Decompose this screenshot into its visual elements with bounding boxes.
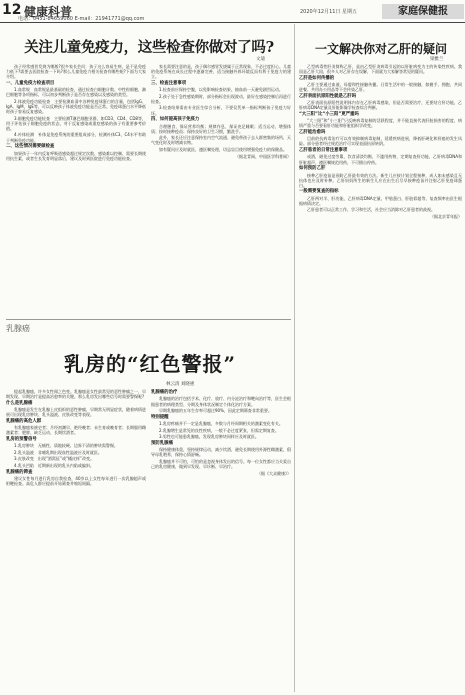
body-paragraph: 乙肝表面抗原阳性说明体内存在乙肝病毒感染，但是否需要治疗，还要结合肝功能、乙肝病毒DNA定量及肝脏影像学检查综合判断。 (299, 100, 462, 111)
editor-contact: 电话：0451-84659060 E-mail：21941771@qq.com (18, 16, 145, 22)
body-paragraph: 乳腺癌是发生在乳腺上皮组织的恶性肿瘤，早期常无明显症状，随着病情进展可出现乳房肿块、乳头溢液、皮肤改变等表现。 (6, 407, 146, 418)
subheading: 乳房的预警信号 (6, 436, 37, 442)
body-paragraph: 如果孩子一年内反复呼吸道感染超过规定次数、感染难以控制、需要长期使用抗生素，或者生长发育明显落后，建议及时到医院进行免疫功能检查。 (6, 150, 146, 161)
section-badge (382, 4, 464, 19)
body-paragraph: 有乳腺癌家族史者；月经初潮早、绝经晚者；未生育或晚育者；长期服用雌激素者；肥胖、缺乏运动、长期饮酒者。 (6, 425, 146, 436)
body-paragraph: 3.检查结果需由专业医生综合分析，不要仅凭单一指标判断孩子免疫力好坏。 (151, 105, 291, 116)
body-paragraph: 1.乳房肿块 无痛性、质地较硬、边界不清的肿块需警惕。 (14, 443, 118, 449)
article2-column-2 (151, 389, 291, 689)
section-name: 健康科普 (24, 5, 73, 19)
body-paragraph: 保持健康体重，坚持规律运动，减少饮酒，避免长期使用外源性雌激素，倡导母乳喂养，保持心情舒畅。 (151, 447, 291, 458)
body-paragraph: 3.皮肤改变 出现“酒窝征”或“橘皮样”改变。 (14, 456, 95, 462)
article1-byline: 文迪 (256, 57, 265, 62)
body-paragraph: 乙肝两对半、肝功能、乙肝病毒DNA定量、甲胎蛋白、肝脏彩超等，复查频率由医生根据病情决定。 (299, 195, 462, 206)
subheading: 一般需要复查的指标 (299, 189, 339, 195)
body-paragraph: 目前的抗病毒治疗可以有效抑制病毒复制，延缓疾病进展，降低肝硬化和肝癌的发生风险。部分患者经过规范治疗可实现表面抗原转阴。 (299, 136, 462, 147)
body-paragraph: 2.体液免疫功能检查 主要检测血清中各种免疫球蛋白的含量，包括IgG、IgA、IgM、IgE等，可以反映孩子体液免疫功能是否正常。免疫球蛋白水平降低时孩子容易反复感染。 (6, 98, 146, 115)
article1-column-2 (151, 64, 291, 314)
body-paragraph: 2.乳腺增生是常见的良性疾病，一般不必过度紧张，但需定期复查。 (159, 427, 279, 433)
article2-byline: 林云清 刘晓惠 (166, 382, 195, 387)
body-paragraph: 乙肝主要通过血液、母婴和性接触传播。日常生活中的一般接触，如握手、拥抱、共同进餐、共用办公用品等不会传染乙肝。 (299, 82, 462, 93)
subheading: 乙肝患者的日常注意事项 (299, 148, 348, 154)
subheading: 二、这些情况需要做检查 (6, 144, 55, 150)
subheading: 乙肝表面抗原阳性就是乙肝吗 (299, 93, 357, 99)
body-paragraph: 如有疑问应及时就医，遵医嘱处理，切忌盲目使用增强免疫力的保健品。 (159, 146, 287, 152)
body-paragraph: 戒酒，避免过度劳累，饮食清淡均衡，不滥用药物，定期复查肝功能、乙肝病毒DNA和肝脏超声，遵医嘱规范用药，不可擅自停药。 (299, 154, 462, 165)
body-paragraph: 1.乳房疼痛并不一定是乳腺癌，多数与月经周期相关的激素变化有关。 (159, 421, 283, 427)
body-paragraph: 合理膳食，保证营养均衡；规律作息，保证充足睡眠；适当运动，增强体质；按时接种疫苗；保持良好的卫生习惯，勤洗手。 (151, 123, 291, 134)
body-paragraph: 4.乳头凹陷 近期新出现的乳头内陷或偏斜。 (14, 463, 94, 469)
body-paragraph: 接种乙肝疫苗是预防乙肝最有效的方法。新生儿应按计划全程接种，成人如未感染且无抗体也应及时补种。乙肝妈妈所生的新生儿应在出生后尽早接种疫苗并注射乙肝免疫球蛋白。 (299, 172, 462, 188)
body-paragraph: 提起乳腺癌，许多女性闻之色变。乳腺癌是女性最常见的恶性肿瘤之一，早期发现、早期治疗是提高治愈率的关键。那么乳房发出哪些信号时需要警惕呢? (6, 389, 146, 400)
subheading: 乳腺癌的筛查 (6, 469, 33, 475)
source-credit: （据《大众健康》） (257, 470, 291, 476)
subheading: 一、儿童免疫力检查项目 (6, 80, 55, 86)
article3-byline: 梁雅兰 (430, 57, 444, 62)
subheading: 乙肝能治愈吗 (299, 129, 326, 135)
body-paragraph: 3.男性也可能患乳腺癌，发现乳房肿块同样应及时就医。 (159, 434, 259, 440)
body-paragraph: 乳腺癌的治疗包括手术、化疗、放疗、内分泌治疗和靶向治疗等，医生会根据患者的病理类型、分期及身体状况制定个体化治疗方案。 (151, 396, 291, 407)
column-divider (294, 24, 295, 692)
body-paragraph: 乳腺癌并不可怕，可怕的是忽视身体发出的信号。每一位女性都应当关爱自己的乳房健康，做到早发现、早诊断、早治疗。 (151, 458, 291, 470)
article-separator (6, 319, 291, 320)
body-paragraph: 早期乳腺癌的五年生存率可超过90%，因此定期筛查非常重要。 (159, 408, 272, 414)
article1-column-1 (6, 64, 146, 314)
subheading: 乳腺癌的治疗 (151, 390, 178, 395)
subheading: “大三阳”比“小三阳”更严重吗 (299, 111, 359, 117)
body-paragraph: 孩子经常感冒发烧为哪般?很多家长会问：孩子这么容易生病，是不是免疫力低下?需要去医院检查一下吗?那么儿童免疫力相关检查有哪些呢?下面为大家介绍。 (6, 64, 146, 80)
subheading: 乙肝是如何传播的 (299, 75, 335, 81)
subheading: 特别提醒 (151, 414, 169, 420)
subheading: 什么是乳腺癌 (6, 400, 33, 406)
article2-column-1 (6, 389, 146, 689)
source-credit: （据北京青年报） (430, 214, 462, 220)
subheading: 四、如何提高孩子免疫力 (151, 117, 200, 123)
body-paragraph: 建议女性每月进行乳房自我检查，40岁以上女性每年进行一次乳腺超声或钼靶检查。高危人群应提前开始筛查并缩短间隔。 (6, 476, 146, 487)
article2-kicker: 乳腺癌 (6, 324, 30, 333)
article2-title: 乳房的“红色警报” (63, 352, 236, 376)
article1-title: 关注儿童免疫力，这些检查你做对了吗? (24, 39, 274, 56)
header-divider (0, 22, 465, 23)
body-paragraph: 家长需要注意的是，孩子偶尔感冒发烧属于正常现象，不必过度担心。儿童的免疫系统在成长过程中逐渐完善，适当接触外界环境反而有利于免疫力的建立。 (151, 64, 291, 80)
body-paragraph: 乙型病毒性肝炎简称乙肝，是由乙型肝炎病毒引起的以肝脏病变为主的传染性疾病。我国是乙肝大国，很多人对乙肝存在误解，下面就为大家解答常见的疑问。 (299, 64, 462, 75)
body-paragraph: 3.细胞免疫功能检查 主要检测T淋巴细胞亚群，如CD3、CD4、CD8等，用于评估孩子细胞免疫的状态，对于反复感染或重症感染的孩子有重要参考价值。 (6, 115, 146, 131)
body-paragraph: 乙肝患者可以正常工作、学习和生活，社会应当消除对乙肝患者的歧视。 (307, 207, 435, 213)
subheading: 预防乳腺癌 (151, 440, 173, 446)
section-badge-label: 家庭保健报 (398, 6, 448, 17)
issue-date: 2020年12月11日 星期五 (300, 9, 358, 15)
body-paragraph: 2.孩子处于急性感染期时，部分指标会出现波动，最好在感染控制后再进行检查。 (151, 93, 291, 104)
subheading: 三、检查注意事项 (151, 80, 187, 86)
body-paragraph: 4.补体检测 补体是免疫系统的重要组成部分，检测补体C3、C4水平有助于判断免疫功能。 (6, 132, 146, 143)
subheading: 乳腺癌的高危人群 (6, 418, 42, 424)
body-paragraph: 此外，家长还应注意保持室内空气流通，避免带孩子去人群密集的场所，天气变化时及时增减衣物。 (151, 135, 291, 146)
source-credit: （据北青网、中国医学科普网） (235, 153, 291, 159)
subheading: 如何预防乙肝 (299, 166, 326, 172)
page-number: 12 (2, 2, 22, 18)
body-paragraph: 1.血常规 血常规是最基础的检查，通过检查白细胞计数、中性粒细胞、淋巴细胞等各项指标，可以初步判断孩子是否存在感染以及感染的类型。 (6, 87, 146, 98)
article3-column (299, 64, 462, 689)
body-paragraph: 1.检查前应保持空腹，以免影响检查结果。抽血前一天避免剧烈运动。 (159, 87, 283, 93)
article3-title: 一文解决你对乙肝的疑问 (314, 42, 447, 56)
body-paragraph: 2.乳头溢液 非哺乳期出现血性溢液应及时就医。 (14, 449, 102, 455)
body-paragraph: “大三阳”和“小三阳”只反映病毒复制的活跃程度，并不能直接代表肝脏损害的程度，病情严重与否要看肝功能和肝脏组织学改变。 (299, 118, 462, 129)
